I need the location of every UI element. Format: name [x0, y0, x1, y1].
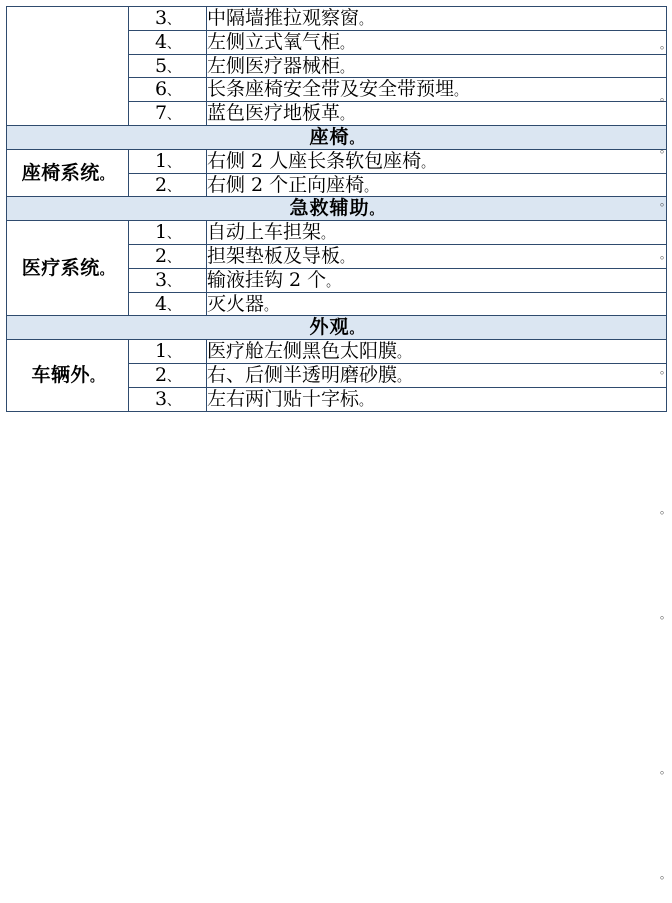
index-cell	[129, 173, 207, 197]
section-title: 外观	[309, 316, 350, 339]
section-header-row	[7, 316, 667, 340]
description-text: 灭火器	[207, 292, 265, 315]
index-mark: 、	[167, 393, 181, 409]
index-mark: 、	[167, 369, 181, 385]
table-row	[7, 7, 667, 31]
index-cell	[129, 30, 207, 54]
description-cell	[207, 221, 667, 245]
index-text: 2	[154, 244, 168, 267]
index-mark: 、	[167, 227, 181, 243]
description-cell	[207, 30, 667, 54]
index-text: 2	[154, 173, 168, 196]
description-mark: 。	[421, 155, 435, 171]
index-text: 2	[154, 363, 168, 386]
description-cell	[207, 7, 667, 31]
description-mark: 。	[359, 13, 373, 28]
index-cell	[129, 7, 207, 31]
edge-mark: 。	[660, 90, 671, 103]
description-text: 右、后侧半透明磨砂膜	[207, 363, 398, 386]
description-cell	[207, 149, 667, 173]
description-cell	[207, 54, 667, 78]
description-text: 左侧医疗器械柜	[207, 54, 341, 77]
index-mark: 、	[167, 84, 181, 100]
category-cell-medical	[7, 221, 129, 316]
edge-mark: 。	[660, 608, 671, 621]
index-text: 3	[154, 7, 168, 29]
document-page	[0, 6, 672, 903]
table-row	[7, 221, 667, 245]
category-text: 座椅系统	[21, 161, 100, 184]
description-mark: 。	[264, 298, 278, 314]
description-text: 右侧 2 人座长条软包座椅	[207, 149, 422, 172]
index-cell	[129, 292, 207, 316]
description-mark: 。	[326, 274, 340, 290]
section-header-cell	[7, 316, 667, 340]
edge-mark: 。	[660, 763, 671, 776]
index-cell	[129, 78, 207, 102]
category-mark: 。	[90, 369, 104, 385]
index-cell	[129, 340, 207, 364]
edge-mark: 。	[660, 248, 671, 261]
description-text: 中隔墙推拉观察窗	[207, 7, 360, 29]
category-mark: 。	[99, 167, 114, 183]
edge-mark: 。	[660, 503, 671, 516]
section-title-mark: 。	[349, 131, 364, 147]
section-title: 座椅	[309, 125, 350, 148]
description-cell	[207, 268, 667, 292]
index-text: 1	[154, 149, 168, 172]
description-cell	[207, 387, 667, 411]
description-text: 医疗舱左侧黑色太阳膜	[207, 340, 398, 363]
index-mark: 、	[167, 36, 181, 52]
index-mark: 、	[167, 179, 181, 195]
section-title-mark: 。	[369, 203, 384, 219]
description-mark: 。	[359, 393, 373, 409]
index-text: 6	[154, 78, 168, 101]
table-body	[7, 7, 667, 412]
index-cell	[129, 149, 207, 173]
index-text: 5	[154, 54, 168, 77]
description-cell	[207, 102, 667, 126]
index-mark: 、	[167, 155, 181, 171]
index-cell	[129, 54, 207, 78]
index-cell	[129, 268, 207, 292]
index-mark: 、	[167, 250, 181, 266]
index-text: 1	[154, 221, 168, 244]
edge-mark: 。	[660, 142, 671, 155]
description-mark: 。	[340, 60, 354, 76]
index-cell	[129, 387, 207, 411]
description-mark: 。	[364, 179, 378, 195]
section-title-mark: 。	[349, 322, 364, 338]
index-text: 4	[154, 30, 168, 53]
section-header-cell	[7, 125, 667, 149]
category-mark: 。	[99, 262, 114, 278]
description-mark: 。	[397, 369, 411, 385]
edge-mark: 。	[660, 195, 671, 208]
index-mark: 、	[167, 108, 181, 124]
description-text: 输液挂钩 2 个	[207, 268, 327, 291]
index-cell	[129, 244, 207, 268]
index-mark: 、	[167, 60, 181, 76]
index-text: 7	[154, 102, 168, 125]
section-header-row	[7, 125, 667, 149]
description-text: 左侧立式氧气柜	[207, 30, 341, 53]
index-cell	[129, 221, 207, 245]
description-mark: 。	[321, 227, 335, 243]
description-text: 左右两门贴十字标	[207, 387, 360, 410]
category-text: 车辆外	[31, 363, 90, 386]
edge-mark: 。	[660, 868, 671, 881]
description-cell	[207, 244, 667, 268]
category-cell-exterior	[7, 340, 129, 411]
section-header-cell	[7, 197, 667, 221]
description-text: 长条座椅安全带及安全带预埋	[207, 78, 455, 101]
description-cell	[207, 78, 667, 102]
table-row	[7, 340, 667, 364]
index-mark: 、	[167, 298, 181, 314]
description-cell	[207, 292, 667, 316]
category-cell-seating	[7, 149, 129, 197]
index-mark: 、	[167, 346, 181, 362]
specification-table	[6, 6, 667, 412]
index-mark: 、	[167, 274, 181, 290]
description-cell	[207, 340, 667, 364]
description-cell	[207, 363, 667, 387]
edge-mark: 。	[660, 38, 671, 51]
section-title: 急救辅助	[289, 197, 370, 220]
description-cell	[207, 173, 667, 197]
index-cell	[129, 363, 207, 387]
description-mark: 。	[340, 36, 354, 52]
index-mark: 、	[167, 13, 181, 28]
section-header-row	[7, 197, 667, 221]
index-text: 3	[154, 268, 168, 291]
description-mark: 。	[340, 250, 354, 266]
index-cell	[129, 102, 207, 126]
table-row	[7, 149, 667, 173]
edge-mark: 。	[660, 363, 671, 376]
category-text: 医疗系统	[21, 256, 100, 279]
index-text: 3	[154, 387, 168, 410]
description-text: 担架垫板及导板	[207, 244, 341, 267]
description-mark: 。	[397, 346, 411, 362]
description-text: 右侧 2 个正向座椅	[207, 173, 365, 196]
index-text: 4	[154, 292, 168, 315]
description-mark: 。	[454, 84, 468, 100]
description-text: 蓝色医疗地板革	[207, 102, 341, 125]
description-text: 自动上车担架	[207, 221, 322, 244]
category-cell-continued	[7, 7, 129, 126]
description-mark: 。	[340, 108, 354, 124]
index-text: 1	[154, 340, 168, 363]
